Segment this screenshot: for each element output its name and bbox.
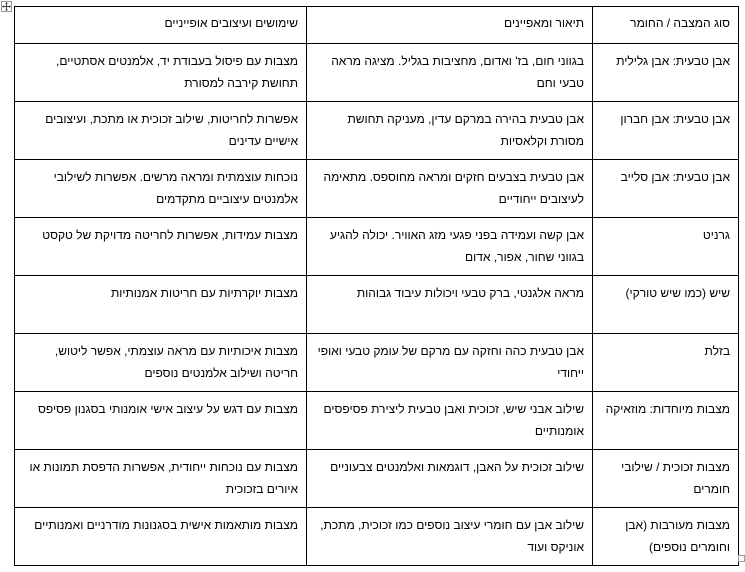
- cell-material-type[interactable]: מצבות מיוחדות: מוזאיקה: [593, 392, 739, 450]
- header-cell-description[interactable]: תיאור ומאפיינים: [307, 7, 593, 44]
- materials-table: [14, 6, 739, 566]
- cell-material-type[interactable]: בזלת: [593, 334, 739, 392]
- table-move-handle-icon[interactable]: [1, 1, 12, 12]
- cell-material-type[interactable]: אבן טבעית: אבן גלילית: [593, 44, 739, 102]
- table-row: [15, 508, 739, 566]
- table-row: [15, 218, 739, 276]
- cell-description[interactable]: אבן טבעית כהה וחזקה עם מרקם של עומק טבעי ואופי ייחודי: [307, 334, 593, 392]
- cell-uses[interactable]: נוכחות עוצמתית ומראה מרשים. אפשרות לשילובי אלמנטים עיצוביים מתקדמים: [15, 160, 307, 218]
- cell-uses[interactable]: מצבות עם דגש על עיצוב אישי אומנותי בסגנון פסיפס: [15, 392, 307, 450]
- cell-description[interactable]: מראה אלגנטי, ברק טבעי ויכולות עיבוד גבוהות: [307, 276, 593, 334]
- cell-description[interactable]: שילוב אבן עם חומרי עיצוב נוספים כמו זכוכית, מתכת, אוניקס ועוד: [307, 508, 593, 566]
- cell-description[interactable]: אבן קשה ועמידה בפני פגעי מזג האוויר. יכולה להגיע בגווני שחור, אפור, אדום: [307, 218, 593, 276]
- cell-uses[interactable]: אפשרות לחריטות, שילוב זכוכית או מתכת, ועיצובים אישיים עדינים: [15, 102, 307, 160]
- cell-material-type[interactable]: מצבות זכוכית / שילובי חומרים: [593, 450, 739, 508]
- table-header-row: [15, 7, 739, 44]
- cell-uses[interactable]: מצבות עם נוכחות ייחודית, אפשרות הדפסת תמונות או איורים בזכוכית: [15, 450, 307, 508]
- cell-material-type[interactable]: אבן טבעית: אבן חברון: [593, 102, 739, 160]
- table-row: [15, 450, 739, 508]
- cell-uses[interactable]: מצבות יוקרתיות עם חריטות אמנותיות: [15, 276, 307, 334]
- table-row: [15, 276, 739, 334]
- table-row: [15, 334, 739, 392]
- cell-uses[interactable]: מצבות איכותיות עם מראה עוצמתי, אפשר ליטוש, חריטה ושילוב אלמנטים נוספים: [15, 334, 307, 392]
- cell-material-type[interactable]: שיש (כמו שיש טורקי): [593, 276, 739, 334]
- header-cell-uses[interactable]: שימושים ועיצובים אופייניים: [15, 7, 307, 44]
- cell-description[interactable]: שילוב אבני שיש, זכוכית ואבן טבעית ליצירת פסיפסים אומנותיים: [307, 392, 593, 450]
- cell-description[interactable]: אבן טבעית בצבעים חזקים ומראה מחוספס. מתאימה לעיצובים ייחודיים: [307, 160, 593, 218]
- header-cell-material-type[interactable]: סוג המצבה / החומר: [593, 7, 739, 44]
- table-row: [15, 160, 739, 218]
- cell-material-type[interactable]: גרניט: [593, 218, 739, 276]
- cell-description[interactable]: בגווני חום, בז' ואדום, מחציבות בגליל. מציגה מראה טבעי וחם: [307, 44, 593, 102]
- cell-material-type[interactable]: אבן טבעית: אבן סלייב: [593, 160, 739, 218]
- cell-description[interactable]: שילוב זכוכית על האבן, דוגמאות ואלמנטים צבעוניים: [307, 450, 593, 508]
- cell-material-type[interactable]: מצבות מעורבות (אבן וחומרים נוספים): [593, 508, 739, 566]
- cell-description[interactable]: אבן טבעית בהירה במרקם עדין, מעניקה תחושת מסורת וקלאסיות: [307, 102, 593, 160]
- cell-uses[interactable]: מצבות עם פיסול בעבודת יד, אלמנטים אסתטיים, תחושת קירבה למסורת: [15, 44, 307, 102]
- table-row: [15, 44, 739, 102]
- table-row: [15, 102, 739, 160]
- table-row: [15, 392, 739, 450]
- cell-uses[interactable]: מצבות עמידות, אפשרות לחריטה מדויקת של טקסט: [15, 218, 307, 276]
- cell-uses[interactable]: מצבות מותאמות אישית בסגנונות מודרניים ואמנותיים: [15, 508, 307, 566]
- table-resize-handle[interactable]: [738, 555, 745, 562]
